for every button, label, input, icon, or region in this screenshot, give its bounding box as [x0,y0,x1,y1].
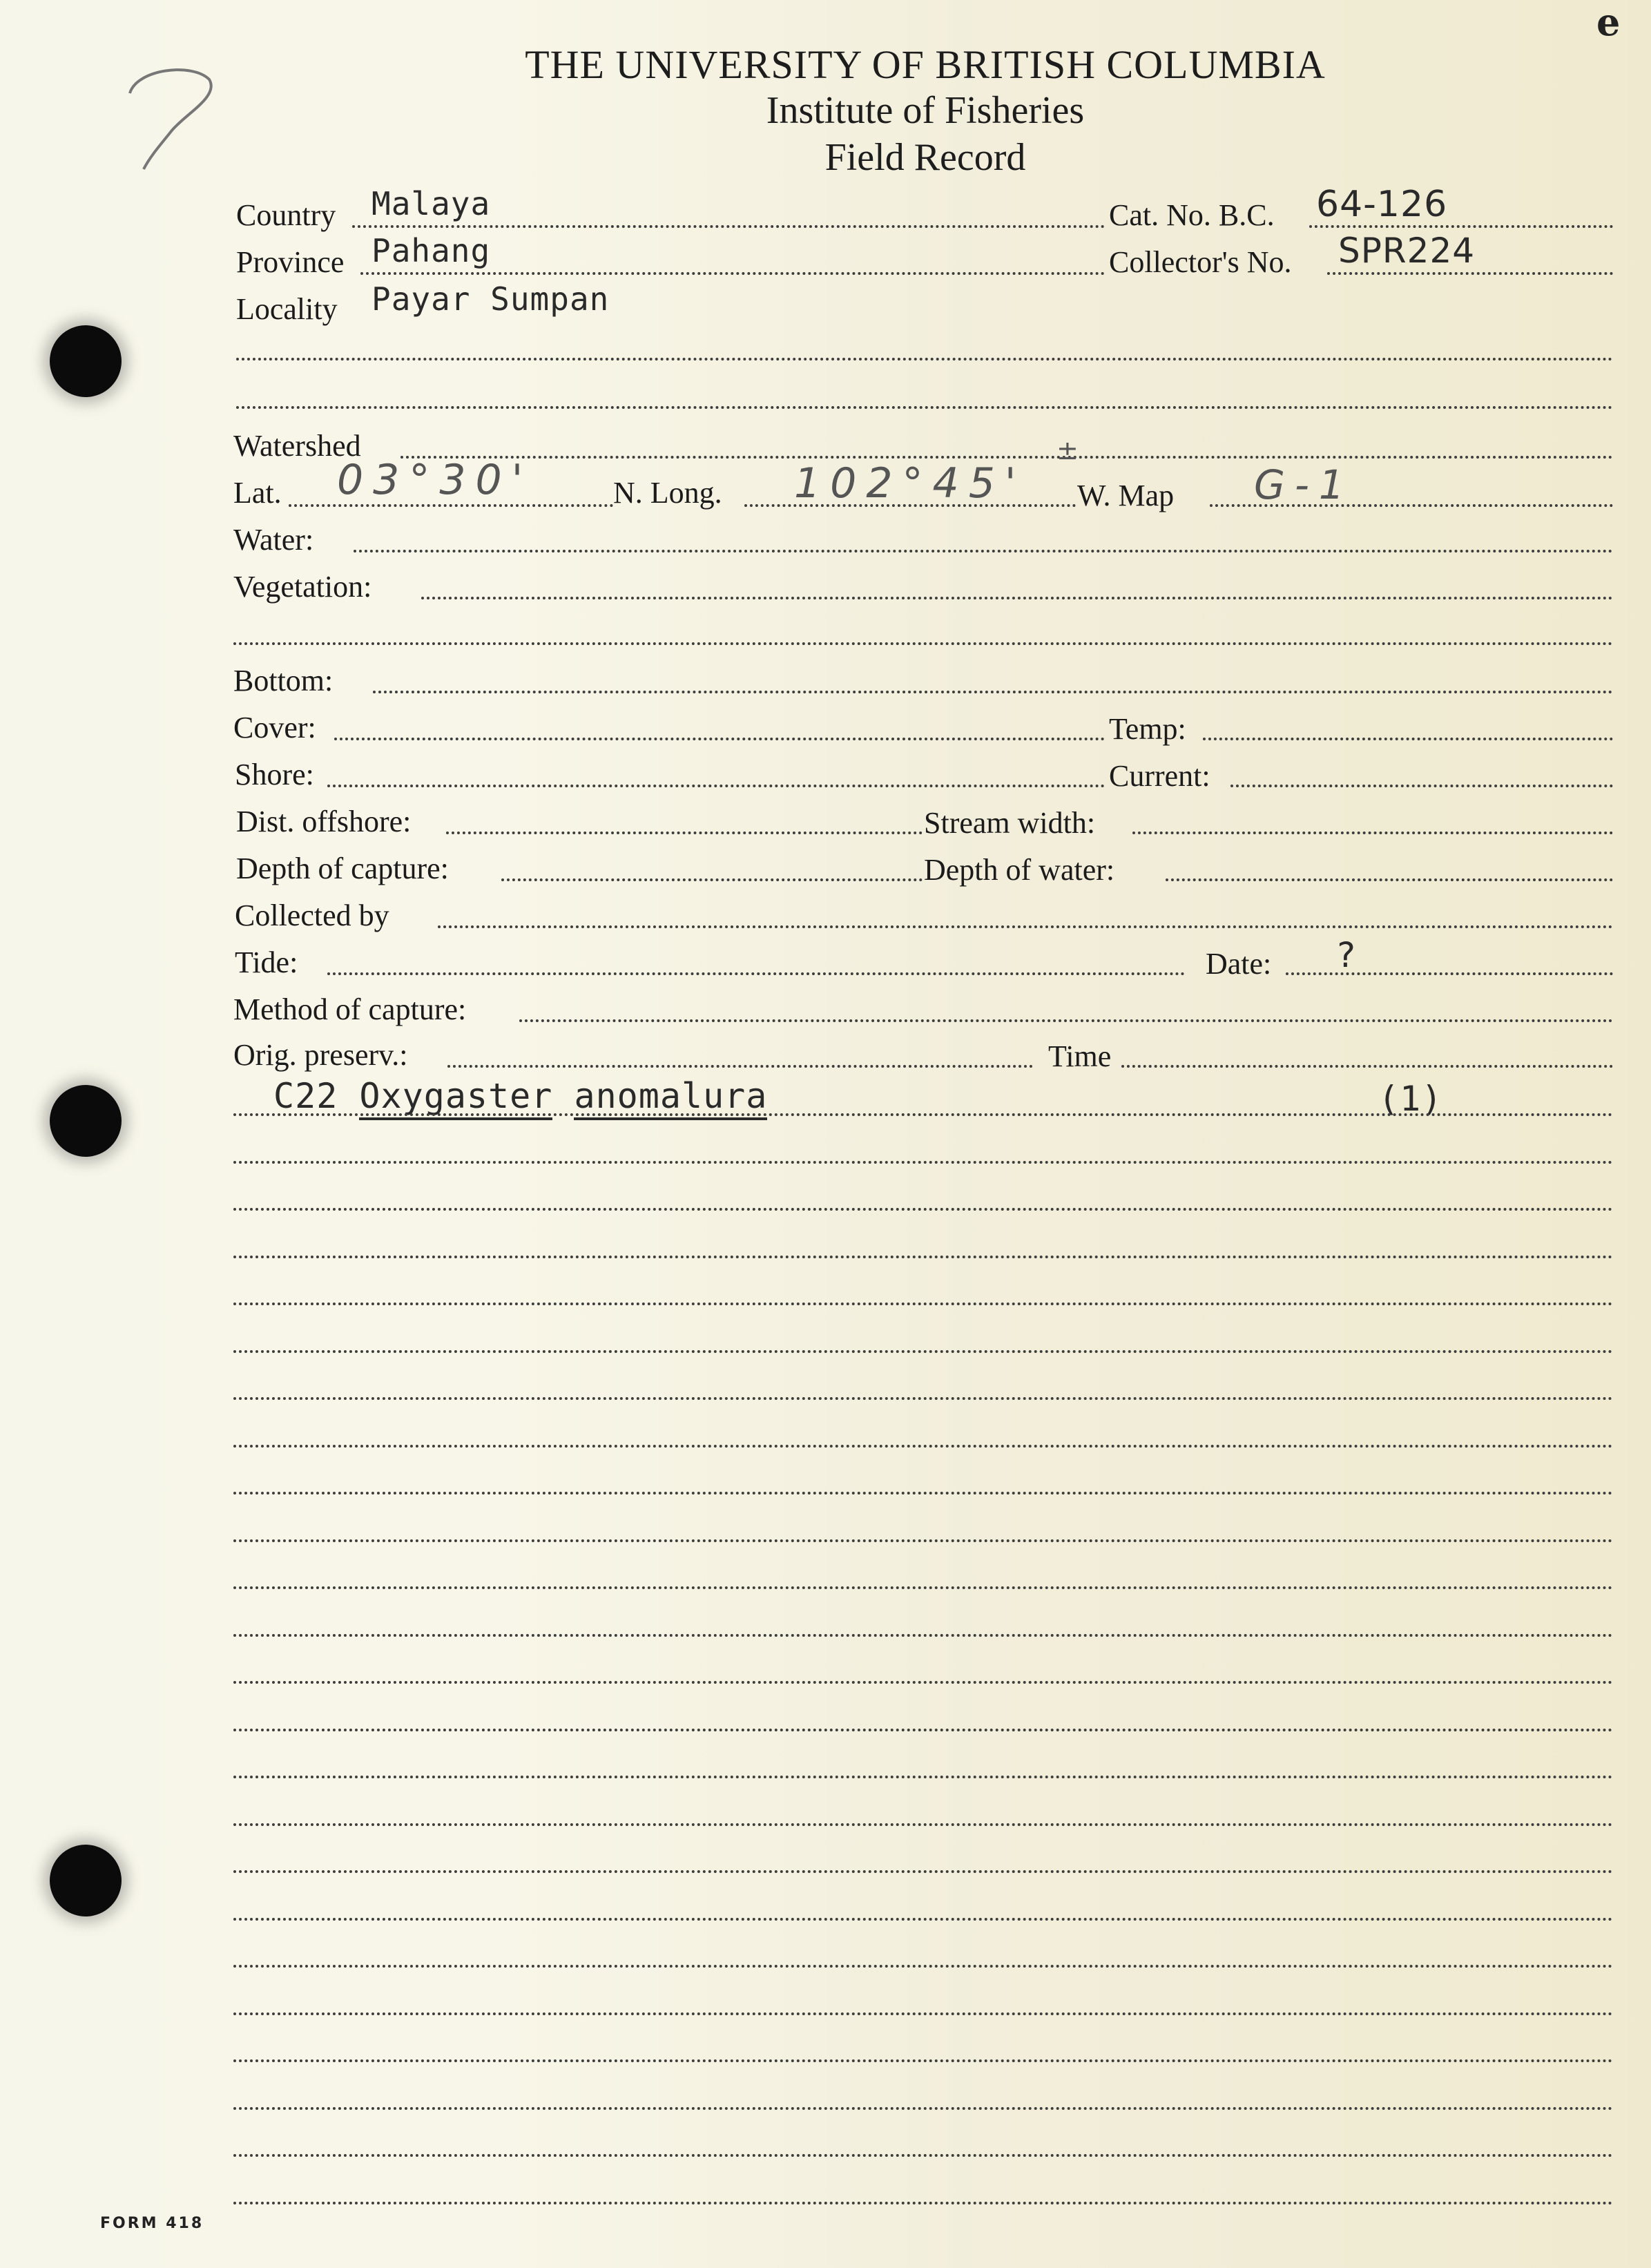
vegetation-line-2 [233,642,1613,645]
species-count: (1) [1378,1079,1443,1119]
cover-line [334,738,1105,740]
temp-line [1203,738,1613,740]
cover-label: Cover: [233,711,316,744]
ruled-line [233,1113,1613,1116]
collectors-no-label: Collector's No. [1109,245,1292,279]
method-label: Method of capture: [233,992,467,1026]
country-line [352,225,1105,228]
depth-capture-label: Depth of capture: [236,852,449,885]
depth-water-label: Depth of water: [924,853,1115,887]
n-long-label: N. Long. [613,476,722,510]
dist-offshore-label: Dist. offshore: [236,805,412,838]
cat-no-label: Cat. No. B.C. [1109,198,1275,232]
watershed-line [400,456,1613,459]
water-label: Water: [233,523,314,557]
ruled-line [233,1681,1613,1684]
ruled-line [233,2154,1613,2157]
province-value: Pahang [371,232,491,269]
ruled-line [233,1634,1613,1637]
shore-line [327,785,1105,787]
collected-by-line [438,925,1613,928]
ruled-line [233,1161,1613,1164]
long-value: 102°45' [794,459,1026,508]
time-line [1121,1065,1613,1068]
vegetation-line [421,597,1613,599]
institute-subtitle: Institute of Fisheries [766,89,1085,132]
ruled-line [233,1256,1613,1258]
orig-preserv-label: Orig. preserv.: [233,1038,408,1072]
ruled-line [233,2012,1613,2015]
ruled-line [233,1870,1613,1873]
species-code: C22 [273,1076,338,1116]
time-label: Time [1048,1039,1112,1073]
orig-preserv-line [447,1065,1033,1068]
temp-label: Temp: [1109,712,1186,746]
ruled-line [233,1918,1613,1921]
stream-width-label: Stream width: [924,806,1096,840]
ruled-line [233,1303,1613,1305]
vegetation-label: Vegetation: [233,570,372,604]
ruled-line [233,1776,1613,1778]
species-entry [273,1076,767,1116]
ruled-line [233,1208,1613,1211]
map-value: G-1 [1254,461,1354,508]
bottom-line [373,691,1613,693]
tide-line [327,972,1185,975]
collectors-no-value: SPR224 [1338,231,1476,271]
collected-by-label: Collected by [235,898,389,932]
method-line [519,1019,1613,1022]
tide-label: Tide: [235,945,298,979]
lat-value: 03°30' [337,456,533,504]
long-plus-minus-note: ± [1056,435,1079,465]
province-line [360,272,1105,275]
ruled-line [233,1965,1613,1968]
ruled-line [233,1350,1613,1353]
ruled-line [233,1729,1613,1731]
bottom-label: Bottom: [233,664,334,698]
depth-water-line [1166,878,1613,881]
w-map-label: W. Map [1077,479,1175,512]
locality-line-2 [236,358,1613,361]
province-label: Province [236,245,345,279]
water-line [354,550,1613,552]
collectors-no-line [1327,272,1613,275]
ruled-line [233,1397,1613,1400]
locality-line-3 [236,406,1613,409]
current-label: Current: [1109,759,1210,793]
cat-no-value: 64-126 [1316,184,1448,225]
punch-hole [50,325,122,397]
species-epithet: anomalura [574,1076,767,1120]
ruled-line [233,1539,1613,1542]
species-genus: Oxygaster [359,1076,552,1120]
ruled-line [233,2107,1613,2110]
punch-hole [50,1085,122,1157]
lat-label: Lat. [233,476,282,510]
stream-width-line [1132,832,1613,834]
locality-value: Payar Sumpan [371,280,610,318]
ruled-line [233,2202,1613,2204]
form-title: Field Record [824,136,1026,179]
ruled-line [233,1445,1613,1448]
date-label: Date: [1206,947,1272,981]
ruled-line [233,1492,1613,1495]
ruled-line [233,2059,1613,2062]
watershed-label: Watershed [233,429,361,463]
ruled-line [233,1823,1613,1826]
locality-label: Locality [236,292,338,326]
punch-hole [50,1845,122,1916]
country-value: Malaya [371,185,491,222]
form-number: FORM 418 [100,2215,204,2232]
country-label: Country [236,198,336,232]
corner-mark: e [1596,0,1621,44]
dist-offshore-line [446,832,923,834]
current-line [1230,785,1613,787]
lat-line [289,504,613,507]
university-title: THE UNIVERSITY OF BRITISH COLUMBIA [525,42,1326,87]
cat-no-line [1309,225,1613,228]
date-value: ? [1335,935,1358,975]
ruled-line [233,1586,1613,1589]
shore-label: Shore: [235,758,314,791]
depth-capture-line [501,878,923,881]
